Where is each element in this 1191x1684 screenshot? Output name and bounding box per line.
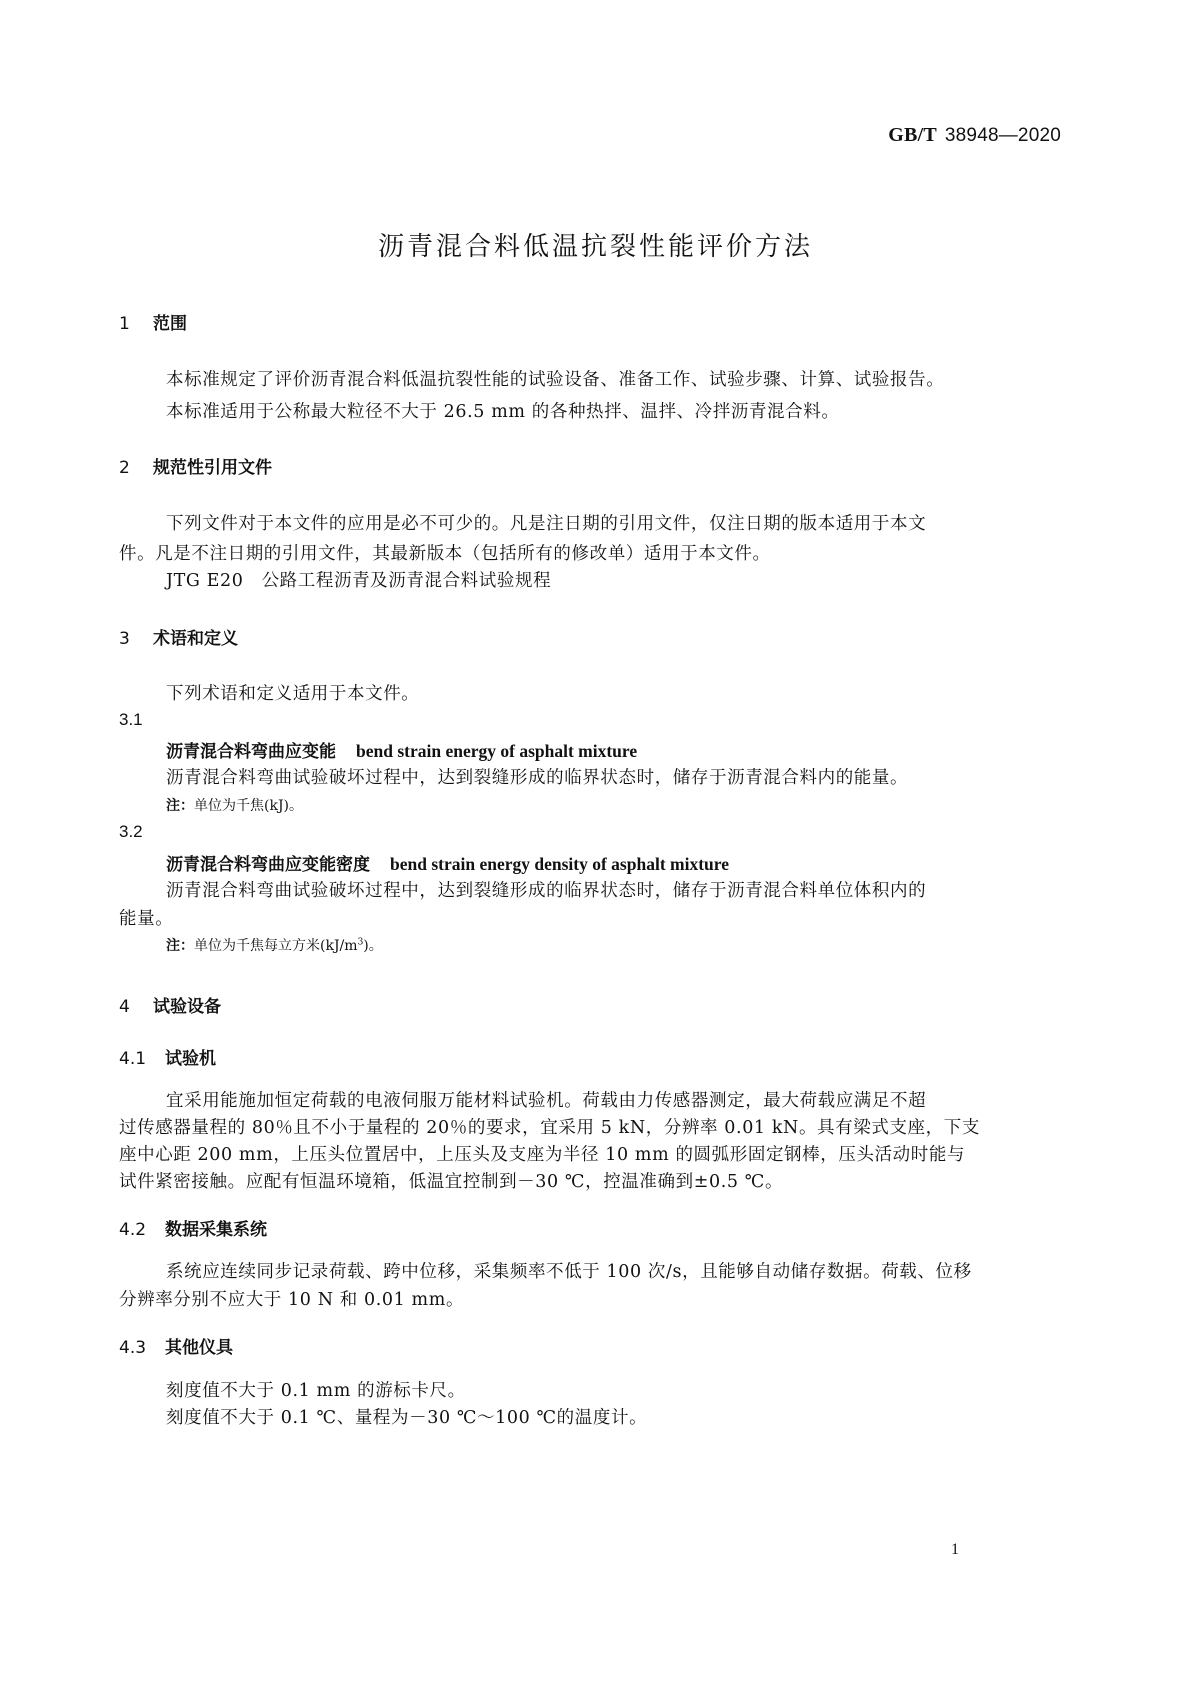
paragraph-line: 件。凡是不注日期的引用文件，其最新版本（包括所有的修改单）适用于本文件。 — [119, 544, 771, 564]
paragraph-line: 系统应连续同步记录荷载、跨中位移，采集频率不低于 100 次/s，且能够自动储存数据。荷载、位移 — [166, 1262, 972, 1282]
term-definition: 沥青混合料弯曲试验破坏过程中，达到裂缝形成的临界状态时，储存于沥青混合料单位体积内的 — [166, 881, 927, 901]
subsection-4-2-heading — [119, 1215, 267, 1240]
subsection-title: 其他仪具 — [165, 1338, 233, 1358]
subsection-4-1-heading — [119, 1044, 216, 1069]
subsection-title: 试验机 — [165, 1049, 216, 1069]
subsection-number: 4.3 — [119, 1338, 147, 1358]
paragraph-line: 刻度值不大于 0.1 ℃、量程为－30 ℃～100 ℃的温度计。 — [166, 1408, 648, 1428]
paragraph-line: 下列术语和定义适用于本文件。 — [166, 684, 420, 704]
note-label: 注： — [166, 798, 194, 814]
note-text: 单位为千焦(kJ)。 — [194, 798, 304, 814]
term-note — [166, 935, 383, 955]
section-number: 4 — [119, 997, 130, 1017]
term-number: 3.1 — [119, 710, 143, 729]
paragraph-line: 试件紧密接触。应配有恒温环境箱，低温宜控制到－30 ℃，控温准确到±0.5 ℃。 — [119, 1172, 784, 1192]
subsection-4-3-heading — [119, 1333, 233, 1358]
section-number: 2 — [119, 458, 130, 478]
paragraph-line: 本标准规定了评价沥青混合料低温抗裂性能的试验设备、准备工作、试验步骤、计算、试验报告。 — [166, 370, 945, 390]
paragraph-line: 分辨率分别不应大于 10 N 和 0.01 mm。 — [119, 1290, 465, 1310]
term-definition: 沥青混合料弯曲试验破坏过程中，达到裂缝形成的临界状态时，储存于沥青混合料内的能量。 — [166, 768, 909, 788]
standard-number — [888, 124, 1061, 147]
paragraph-line: 宜采用能施加恒定荷载的电液伺服万能材料试验机。荷载由力传感器测定，最大荷载应满足不超 — [166, 1091, 927, 1111]
term-en: bend strain energy density of asphalt mixture — [390, 854, 729, 874]
note-text: 单位为千焦每立方米(kJ/m — [194, 938, 358, 954]
subsection-number: 4.1 — [119, 1049, 147, 1069]
section-3-heading — [119, 624, 238, 649]
standard-prefix: GB/T — [888, 124, 937, 146]
section-title: 术语和定义 — [153, 629, 238, 649]
term-heading — [166, 737, 637, 762]
term-number: 3.2 — [119, 822, 143, 841]
term-cn: 沥青混合料弯曲应变能 — [166, 742, 336, 762]
note-superscript: 3 — [357, 937, 364, 948]
subsection-title: 数据采集系统 — [165, 1220, 267, 1240]
document-title: 沥青混合料低温抗裂性能评价方法 — [377, 232, 813, 262]
term-definition: 能量。 — [119, 909, 174, 929]
section-title: 试验设备 — [153, 997, 221, 1017]
section-title: 规范性引用文件 — [153, 458, 272, 478]
page-number: 1 — [951, 1541, 959, 1558]
standard-code: 38948—2020 — [944, 125, 1061, 146]
section-number: 1 — [119, 314, 130, 334]
subsection-number: 4.2 — [119, 1220, 147, 1240]
section-4-heading — [119, 992, 221, 1017]
paragraph-line: 本标准适用于公称最大粒径不大于 26.5 mm 的各种热拌、温拌、冷拌沥青混合料。 — [166, 402, 840, 422]
section-number: 3 — [119, 629, 130, 649]
section-title: 范围 — [153, 314, 187, 334]
term-en: bend strain energy of asphalt mixture — [356, 741, 638, 761]
normative-reference: JTG E20 公路工程沥青及沥青混合料试验规程 — [166, 571, 552, 591]
note-label: 注： — [166, 938, 194, 954]
paragraph-line: 座中心距 200 mm，上压头位置居中，上压头及支座为半径 10 mm 的圆弧形固定钢棒，压头活动时能与 — [119, 1145, 966, 1165]
section-1-heading — [119, 309, 187, 334]
paragraph-line: 刻度值不大于 0.1 mm 的游标卡尺。 — [166, 1381, 466, 1401]
section-2-heading — [119, 453, 272, 478]
term-note — [166, 795, 303, 815]
paragraph-line: 下列文件对于本文件的应用是必不可少的。凡是注日期的引用文件，仅注日期的版本适用于本文 — [166, 514, 927, 534]
term-cn: 沥青混合料弯曲应变能密度 — [166, 855, 370, 875]
term-heading — [166, 850, 729, 875]
note-text-end: )。 — [363, 938, 383, 954]
paragraph-line: 过传感器量程的 80％且不小于量程的 20％的要求，宜采用 5 kN，分辨率 0.01 kN。具有梁式支座，下支 — [119, 1118, 980, 1138]
